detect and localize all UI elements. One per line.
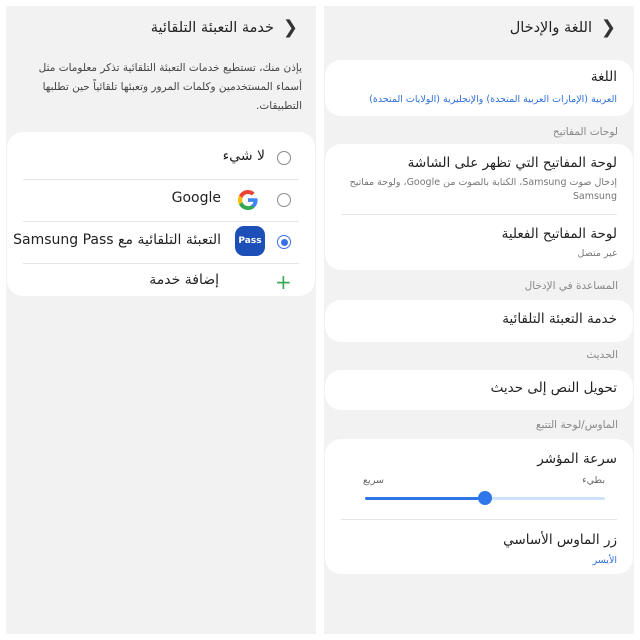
add-service-label: إضافة خدمة [149, 272, 219, 288]
slider-fast-label: سريع [363, 475, 384, 486]
option-samsung-pass-radio[interactable] [277, 235, 291, 249]
physical-keyboard-sub: غير متصل [577, 248, 617, 259]
autofill-description: يإذن منك، تستطيع خدمات التعبئة التلقائية تذكر معلومات مثل أسماء المستخدمين وكلمات المرور وتعبئها تلقائياً حين تطلبها التطبيقات. [38, 62, 302, 112]
pointer-speed-item [325, 439, 633, 517]
right-header [324, 6, 634, 52]
mouse-card [325, 439, 633, 574]
pointer-speed-title: سرعة المؤشر [537, 451, 617, 467]
section-keyboards: لوحات المفاتيح [552, 126, 618, 138]
samsung-pass-icon: Pass [235, 226, 265, 256]
option-samsung-pass[interactable] [7, 222, 315, 262]
back-chevron-icon[interactable]: ❮ [282, 17, 298, 38]
add-service-button[interactable] [7, 264, 315, 304]
section-speech: الحديث [586, 349, 618, 361]
option-none-radio[interactable] [277, 151, 291, 165]
page-title: اللغة والإدخال [509, 20, 592, 36]
keyboards-card [325, 144, 633, 270]
language-value: العربية (الإمارات العربية المتحدة) والإنجليزية (الولايات المتحدة) [369, 94, 617, 105]
language-input-panel [324, 6, 634, 634]
autofill-service-title: خدمة التعبئة التلقائية [502, 311, 617, 327]
plus-icon: + [275, 270, 292, 294]
pointer-speed-slider[interactable] [365, 497, 605, 500]
primary-mouse-button-item[interactable] [325, 520, 633, 574]
section-mouse: الماوس/لوحة التتبع [535, 419, 618, 431]
option-google-radio[interactable] [277, 193, 291, 207]
autofill-service-item[interactable] [325, 300, 633, 342]
option-none-label: لا شيء [222, 148, 265, 164]
physical-keyboard-title: لوحة المفاتيح الفعلية [501, 226, 617, 242]
page-title: خدمة التعبئة التلقائية [150, 20, 274, 36]
text-to-speech-item[interactable] [325, 370, 633, 410]
autofill-service-panel [6, 6, 316, 634]
language-title: اللغة [590, 69, 617, 85]
slider-slow-label: بطيء [582, 475, 605, 486]
google-icon [236, 188, 260, 212]
primary-mouse-button-title: زر الماوس الأساسي [503, 532, 617, 548]
option-google[interactable] [7, 180, 315, 220]
option-none[interactable] [7, 138, 315, 178]
autofill-options-card [7, 132, 315, 296]
primary-mouse-button-value: الأيسر [592, 555, 617, 566]
option-samsung-pass-label: التعبئة التلقائية مع Samsung Pass [13, 232, 221, 248]
onscreen-keyboard-title: لوحة المفاتيح التي تظهر على الشاشة [407, 155, 617, 171]
left-header [6, 6, 316, 52]
language-item[interactable] [325, 60, 633, 116]
section-input-assist: المساعدة في الإدخال [524, 280, 618, 292]
option-google-label: Google [171, 190, 221, 206]
onscreen-keyboard-sub: إدخال صوت Samsung، الكتابة بالصوت من Google، ولوحة مفاتيح Samsung [349, 177, 617, 202]
text-to-speech-title: تحويل النص إلى حديث [490, 380, 617, 396]
slider-fill [365, 497, 485, 500]
physical-keyboard-item[interactable] [325, 215, 633, 270]
slider-thumb[interactable] [478, 491, 492, 505]
back-chevron-icon[interactable]: ❮ [600, 17, 616, 38]
onscreen-keyboard-item[interactable] [325, 144, 633, 214]
